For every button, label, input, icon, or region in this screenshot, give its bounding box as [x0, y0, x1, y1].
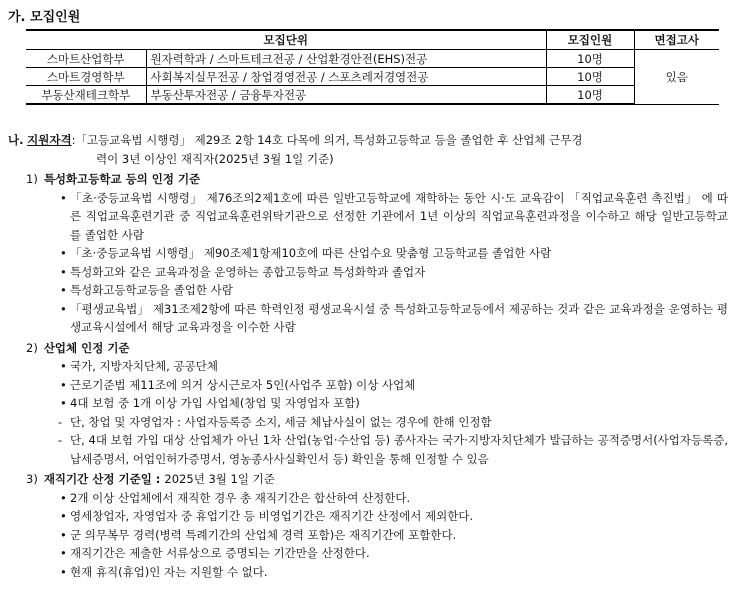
qualification-section [8, 131, 728, 581]
subsection-1-title: 특성화고등학교 등의 인정 기준 [43, 172, 201, 186]
subsection-3-title: 재직기간 산정 기준일 : [43, 472, 161, 486]
majors-cell: 사회복지실무전공 / 창업경영전공 / 스포츠레저경영전공 [146, 68, 546, 86]
header-unit: 모집단위 [26, 30, 546, 50]
dept-cell: 스마트경영학부 [26, 68, 146, 86]
section-title-recruitment: 가. 모집인원 [8, 10, 81, 25]
count-cell: 10명 [546, 86, 634, 105]
subsection-2-list [8, 357, 728, 413]
subsection-3-heading: 3) 재직기간 산정 기준일 : 2025년 3월 1일 기준 [26, 472, 275, 486]
dept-cell: 스마트산업학부 [26, 50, 146, 68]
list-item: • 현재 휴직(휴업)인 자는 지원할 수 없다. [60, 563, 728, 582]
list-item: • 근로기준법 제11조에 의거 상시근로자 5인(사업주 포함) 이상 사업체 [60, 376, 728, 395]
subsection-3-list [8, 489, 728, 582]
table-row [26, 50, 719, 68]
note-item: - 단, 창업 및 자영업자 : 사업자등록증 소지, 세금 체납사실이 없는 경우에 한해 인정함 [58, 413, 728, 432]
majors-cell: 원자력학과 / 스마트테크전공 / 산업환경안전(EHS)전공 [146, 50, 546, 68]
count-cell: 10명 [546, 50, 634, 68]
header-interview: 면접고사 [634, 30, 719, 50]
dept-cell: 부동산재테크학부 [26, 86, 146, 105]
list-item: • 4대 보험 중 1개 이상 가입 사업체(창업 및 자영업자 포함) [60, 394, 728, 413]
subsection-3-date: 2025년 3월 1일 기준 [164, 472, 275, 486]
list-item: • 「초·중등교육법 시행령」 제90조제1항제10호에 따른 산업수요 맞춤형 고등학교를 졸업한 사람 [60, 244, 728, 263]
subsection-2-notes [8, 413, 728, 469]
list-item: • 재직기간은 제출한 서류상으로 증명되는 기간만을 산정한다. [60, 544, 728, 563]
note-item: - 단, 4대 보험 가입 대상 산업체가 아닌 1차 산업(농업·수산업 등) 종사자는 국가·지방자치단체가 발급하는 공적증명서(사업자등록증, 납세증명서, 어업인허가증명서, 영농종사사실확인서 등) 확인을 통해 인정할 수 있음 [58, 431, 728, 468]
table-row [26, 86, 719, 105]
qualification-line1: :「고등교육법 시행령」 제29조 2항 14호 다목에 의거, 특성화고등학교 등을 졸업한 후 산업체 근무경 [71, 133, 583, 147]
interview-cell: 있음 [634, 50, 719, 105]
qualification-title: 지원자격 [27, 133, 72, 147]
count-cell: 10명 [546, 68, 634, 86]
subsection-2-title: 산업체 인정 기준 [43, 340, 130, 355]
table-header-row [26, 30, 719, 50]
list-item: • 특성화고등학교등을 졸업한 사람 [60, 281, 728, 300]
qualification-heading [8, 131, 728, 150]
list-item: • 2개 이상 산업체에서 재직한 경우 총 재직기간은 합산하여 산정한다. [60, 489, 728, 508]
list-item: • 영세창업자, 자영업자 중 휴업기간 등 비영업기간은 재직기간 산정에서 제외한다. [60, 507, 728, 526]
list-item: • 「초·중등교육법 시행령」 제76조의2제1호에 따른 일반고등학교에 재학하는 동안 시·도 교육감이 「직업교육훈련 촉진법」 에 따른 직업교육훈련기관 중 직업교육훈련위탁기관으로 선정한 기관에서 1년 이상의 직업교육훈련과정을 이수하고 해당 일반고등학교를 졸업한 사람 [60, 189, 728, 245]
list-item: • 국가, 지방자치단체, 공공단체 [60, 357, 728, 376]
header-count: 모집인원 [546, 30, 634, 50]
qualification-line2: 력이 3년 이상인 재직자(2025년 3월 1일 기준) [96, 151, 334, 166]
subsection-1-list [8, 189, 728, 337]
section-number: 나. [8, 133, 24, 147]
list-item: • 특성화고와 같은 교육과정을 운영하는 종합고등학교 특성화학과 졸업자 [60, 263, 728, 282]
table-row [26, 68, 719, 86]
list-item: • 「평생교육법」 제31조제2항에 따른 학력인정 평생교육시설 중 특성화고등학교등에서 제공하는 것과 같은 교육과정을 운영하는 평생교육시설에서 해당 교육과정을 이수한 사람 [60, 300, 728, 337]
recruitment-table [26, 29, 719, 105]
list-item: • 군 의무복무 경력(병력 특례기간의 산업체 경력 포함)은 재직기간에 포함한다. [60, 526, 728, 545]
majors-cell: 부동산투자전공 / 금융투자전공 [146, 86, 546, 105]
subsection-1-heading: 1) 특성화고등학교 등의 인정 기준 [26, 172, 201, 186]
subsection-2-heading: 2) 산업체 인정 기준 [26, 340, 130, 355]
